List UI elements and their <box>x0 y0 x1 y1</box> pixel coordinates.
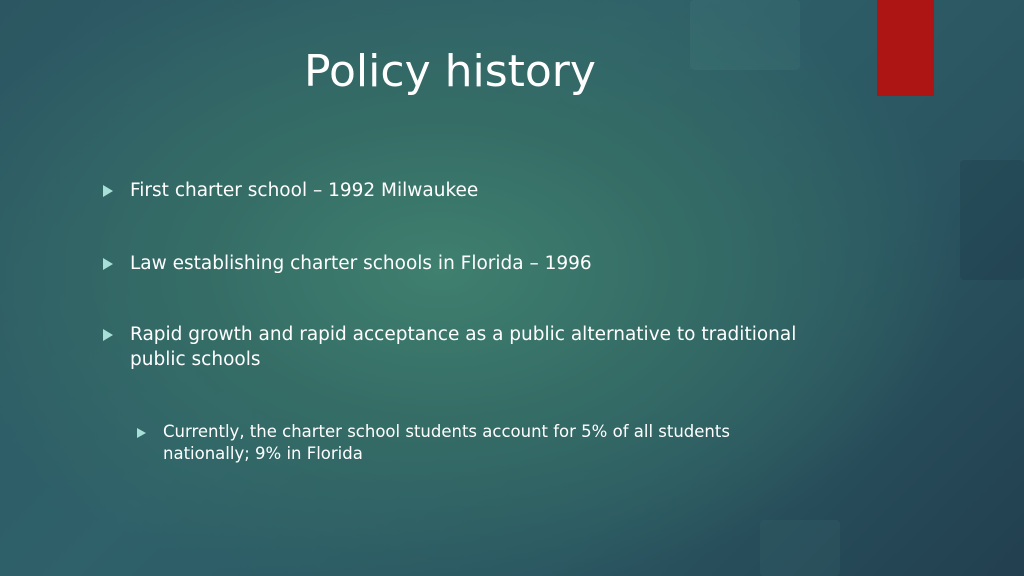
bullet-text: Law establishing charter schools in Florida – 1996 <box>130 253 592 274</box>
triangle-right-icon <box>103 329 113 341</box>
triangle-right-icon <box>137 428 146 438</box>
sub-bullet-item <box>137 421 817 465</box>
bullet-item <box>103 178 823 203</box>
triangle-right-icon <box>103 185 113 197</box>
bullet-text: Rapid growth and rapid acceptance as a public alternative to traditional public schools <box>130 324 797 370</box>
bullet-text: First charter school – 1992 Milwaukee <box>130 180 479 201</box>
sub-bullet-text: Currently, the charter school students account for 5% of all students nationally; 9% in Florida <box>163 422 730 463</box>
bullet-item <box>103 251 823 276</box>
bullet-item <box>103 322 803 372</box>
triangle-right-icon <box>103 258 113 270</box>
slide-title: Policy history <box>304 46 596 97</box>
